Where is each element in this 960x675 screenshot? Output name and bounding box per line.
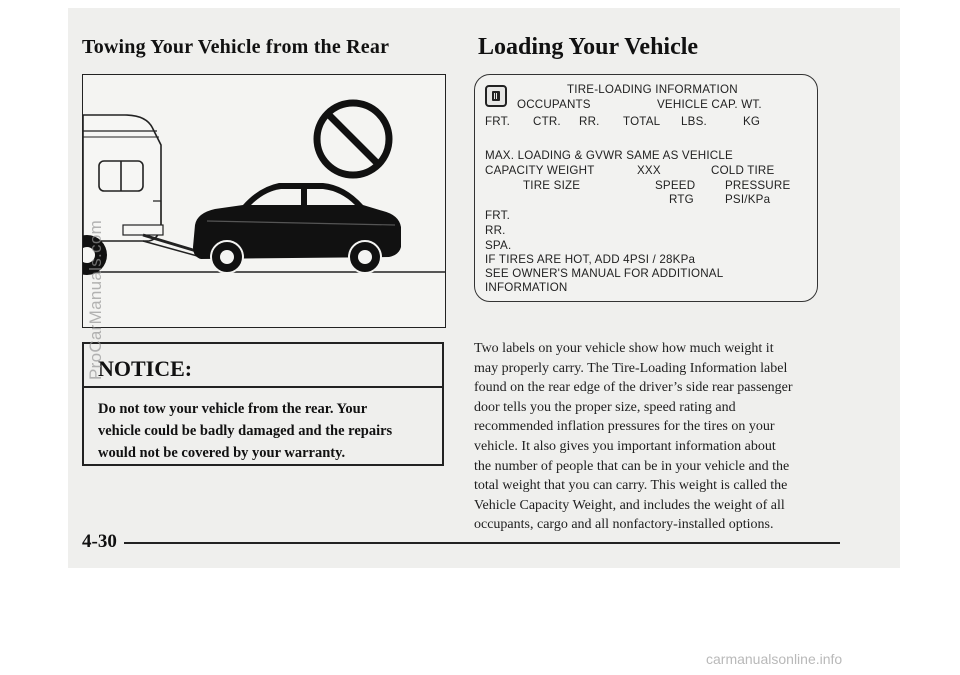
notice-box xyxy=(82,342,444,466)
tire-label-rr: RR. xyxy=(579,115,600,128)
notice-title-row xyxy=(84,344,442,388)
tire-label-xxx: XXX xyxy=(637,164,661,177)
towing-heading: Towing Your Vehicle from the Rear xyxy=(82,36,390,58)
paragraph-line: total weight that you can carry. This weight is called the xyxy=(474,478,788,494)
paragraph-line: may properly carry. The Tire-Loading Information label xyxy=(474,360,788,376)
notice-body xyxy=(98,398,430,464)
tire-label-total: TOTAL xyxy=(623,115,661,128)
tire-label-lbs: LBS. xyxy=(681,115,707,128)
towing-illustration-svg xyxy=(83,75,446,328)
tire-loading-label xyxy=(474,74,818,302)
notice-title: NOTICE: xyxy=(98,356,193,381)
paragraph-line: found on the rear edge of the driver’s side rear passenger xyxy=(474,380,793,396)
tire-label-pressure: PRESSURE xyxy=(725,179,791,192)
tire-label-speed: SPEED xyxy=(655,179,696,192)
tire-label-vehicle-cap: VEHICLE CAP. WT. xyxy=(657,98,762,111)
tire-label-max-loading: MAX. LOADING & GVWR SAME AS VEHICLE xyxy=(485,149,733,162)
bottom-watermark: carmanualsonline.info xyxy=(706,651,843,667)
tire-label-see-manual: SEE OWNER'S MANUAL FOR ADDITIONAL xyxy=(485,267,724,280)
tire-label-row-rr: RR. xyxy=(485,224,506,237)
no-symbol-icon xyxy=(317,103,389,175)
tire-label-row-spa: SPA. xyxy=(485,239,512,252)
tire-label-cold-tire: COLD TIRE xyxy=(711,164,775,177)
loading-heading: Loading Your Vehicle xyxy=(478,34,699,60)
tire-label-capacity-weight: CAPACITY WEIGHT xyxy=(485,164,595,177)
tire-label-frt: FRT. xyxy=(485,115,511,128)
towing-illustration xyxy=(82,74,446,328)
paragraph-line: recommended inflation pressures for the tires on your xyxy=(474,419,775,435)
paragraph-line: the number of people that can be in your vehicle and the xyxy=(474,458,790,474)
tire-placard-icon xyxy=(485,85,507,107)
tire-label-kg: KG xyxy=(743,115,761,128)
loading-paragraph xyxy=(474,339,846,535)
paragraph-line: Two labels on your vehicle show how much weight it xyxy=(474,341,774,356)
notice-line: would not be covered by your warranty. xyxy=(98,445,346,461)
paragraph-line: occupants, cargo and all nonfactory-installed options. xyxy=(474,517,774,533)
tire-label-information: INFORMATION xyxy=(485,281,568,294)
tire-label-row-frt: FRT. xyxy=(485,209,511,222)
footer-rule xyxy=(124,542,840,544)
tire-label-rtg: RTG xyxy=(669,193,694,206)
sedan-car-icon xyxy=(193,183,401,273)
tire-label-tire-size: TIRE SIZE xyxy=(523,179,581,192)
tire-label-ctr: CTR. xyxy=(533,115,561,128)
paragraph-line: vehicle. It also gives you important information about xyxy=(474,438,776,454)
page-number: 4-30 xyxy=(82,531,117,552)
tire-label-occupants: OCCUPANTS xyxy=(517,98,591,111)
tire-label-psi-kpa: PSI/KPa xyxy=(725,193,771,206)
side-watermark: ProCarManuals.com xyxy=(86,219,105,380)
tire-label-title: TIRE-LOADING INFORMATION xyxy=(567,83,738,96)
notice-line: vehicle could be badly damaged and the repairs xyxy=(98,423,393,439)
paragraph-line: Vehicle Capacity Weight, and includes the weight of all xyxy=(474,497,785,513)
tire-label-hot-note: IF TIRES ARE HOT, ADD 4PSI / 28KPa xyxy=(485,253,696,266)
notice-line: Do not tow your vehicle from the rear. Your xyxy=(98,401,368,417)
paragraph-line: door tells you the proper size, speed rating and xyxy=(474,399,736,415)
